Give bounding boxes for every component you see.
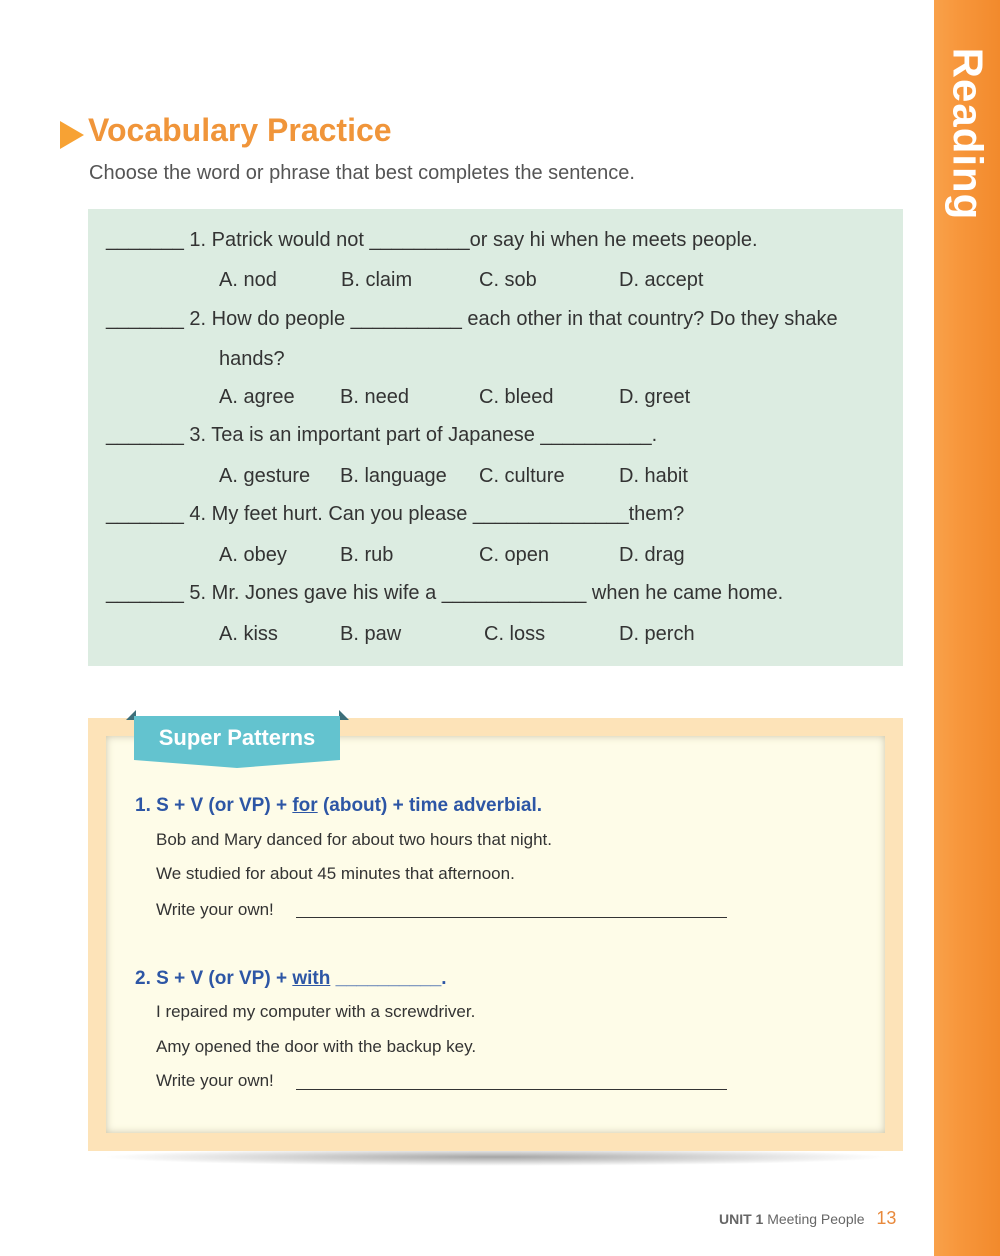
question-2-option-a[interactable]: A. agree — [219, 386, 295, 408]
question-1-option-d[interactable]: D. accept — [619, 269, 704, 291]
question-2-option-c[interactable]: C. bleed — [479, 386, 554, 408]
pattern-2-example-1: I repaired my computer with a screwdriver. — [156, 1002, 476, 1021]
question-5-option-c[interactable]: C. loss — [484, 623, 546, 645]
question-1-option-a[interactable]: A. nod — [219, 269, 277, 291]
pattern-2-write-label: Write your own! — [156, 1071, 274, 1090]
play-arrow-icon — [60, 121, 84, 149]
question-3-stem: _______ 3. Tea is an important part of Japanese __________. — [106, 424, 658, 446]
question-1-option-b[interactable]: B. claim — [341, 269, 413, 291]
footer-unit: UNIT 1 — [719, 1211, 764, 1227]
question-3-option-c[interactable]: C. culture — [479, 465, 565, 487]
question-4-option-c[interactable]: C. open — [479, 544, 550, 566]
question-4-option-d[interactable]: D. drag — [619, 544, 685, 566]
question-5-stem: _______ 5. Mr. Jones gave his wife a _____________ when he came home. — [106, 582, 784, 604]
question-4-option-b[interactable]: B. rub — [340, 544, 394, 566]
question-4-option-a[interactable]: A. obey — [219, 544, 287, 566]
question-5-option-d[interactable]: D. perch — [619, 623, 695, 645]
super-patterns-ribbon — [134, 716, 340, 760]
footer-title: Meeting People — [767, 1211, 865, 1227]
question-3-option-a[interactable]: A. gesture — [219, 465, 311, 487]
question-2-option-b[interactable]: B. need — [340, 386, 409, 408]
question-1-stem: _______ 1. Patrick would not _________or say hi when he meets people. — [106, 229, 758, 251]
question-2-stem: _______ 2. How do people __________ each other in that country? Do they shake — [106, 308, 838, 330]
pattern-2-example-2: Amy opened the door with the backup key. — [156, 1037, 477, 1056]
question-5-option-b[interactable]: B. paw — [340, 623, 402, 645]
pattern-1-example-1: Bob and Mary danced for about two hours that night. — [156, 830, 552, 849]
super-patterns-title: Super Patterns — [158, 725, 316, 750]
ribbon-point — [134, 760, 340, 768]
question-1-option-c[interactable]: C. sob — [479, 269, 537, 291]
pattern-2-write-field[interactable] — [296, 1089, 727, 1090]
question-3-option-d[interactable]: D. habit — [619, 465, 688, 487]
instruction-text: Choose the word or phrase that best completes the sentence. — [89, 162, 635, 184]
pattern-1-write-label: Write your own! — [156, 900, 274, 919]
pattern-1-example-2: We studied for about 45 minutes that afternoon. — [156, 864, 515, 883]
question-2-stem-continued: hands? — [219, 348, 285, 370]
question-5-option-a[interactable]: A. kiss — [219, 623, 278, 645]
question-3-option-b[interactable]: B. language — [340, 465, 447, 487]
page-footer — [719, 1208, 896, 1229]
page-number: 13 — [876, 1208, 897, 1228]
pattern-1-heading: 1. S + V (or VP) + for (about) + time adverbial. — [135, 795, 543, 816]
question-2-option-d[interactable]: D. greet — [619, 386, 691, 408]
question-4-stem: _______ 4. My feet hurt. Can you please ______________them? — [106, 503, 685, 525]
pattern-1-write-field[interactable] — [296, 917, 727, 918]
pattern-2-heading: 2. S + V (or VP) + with __________. — [135, 968, 447, 989]
ribbon-fold-right — [339, 710, 349, 720]
section-title: Vocabulary Practice — [88, 112, 392, 148]
side-tab-label: Reading — [944, 47, 991, 221]
